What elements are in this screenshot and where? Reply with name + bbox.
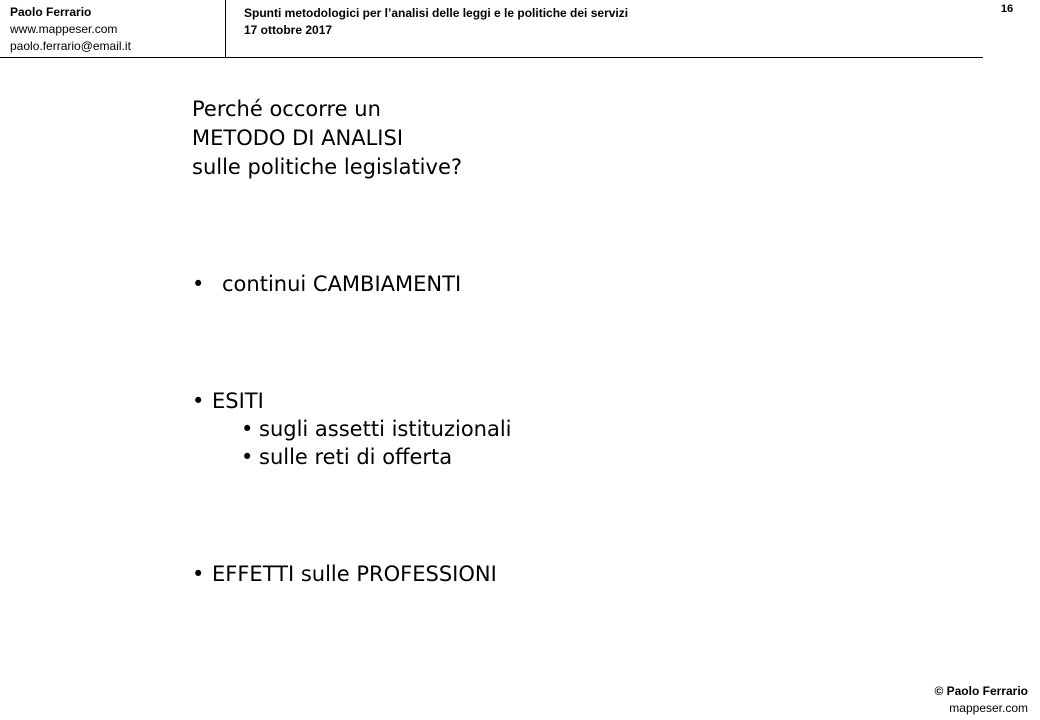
footer-copyright-block: [868, 683, 1028, 717]
bullet-effetti: [192, 560, 497, 589]
bullet-text: continui CAMBIAMENTI: [222, 272, 462, 296]
header-author-block: [10, 4, 220, 55]
bullet-cambiamenti: [192, 270, 461, 299]
bullet-dot: •: [241, 417, 254, 441]
bullet-dot: •: [192, 389, 205, 413]
question-line-3: sulle politiche legislative?: [192, 155, 463, 179]
page-number: 16: [1000, 3, 1014, 15]
question-line-1: Perché occorre un: [192, 97, 381, 121]
bullet-text: EFFETTI sulle PROFESSIONI: [212, 562, 497, 586]
bullet-dot: •: [241, 445, 254, 469]
bullet-text: sugli assetti istituzionali: [259, 417, 512, 441]
header-title-block: [244, 5, 964, 39]
header-horizontal-divider: [0, 57, 983, 58]
slide-question: [192, 95, 462, 182]
bullet-text: ESITI: [212, 389, 264, 413]
bullet-text: sulle reti di offerta: [259, 445, 453, 469]
footer-site: mappeser.com: [949, 701, 1028, 715]
document-date: 17 ottobre 2017: [244, 23, 333, 37]
sub-bullet-reti: [241, 443, 452, 472]
footer-copyright: © Paolo Ferrario: [934, 684, 1028, 698]
author-email: paolo.ferrario@email.it: [10, 39, 131, 53]
header-vertical-divider: [225, 0, 226, 58]
bullet-esiti: [192, 387, 264, 416]
author-website: www.mappeser.com: [10, 22, 118, 36]
bullet-dot: •: [192, 562, 205, 586]
sub-bullet-assetti: [241, 415, 512, 444]
document-title: Spunti metodologici per l’analisi delle leggi e le politiche dei servizi: [244, 6, 629, 20]
question-line-2: METODO DI ANALISI: [192, 126, 404, 150]
author-name: Paolo Ferrario: [10, 5, 92, 19]
bullet-dot: •: [192, 272, 205, 296]
